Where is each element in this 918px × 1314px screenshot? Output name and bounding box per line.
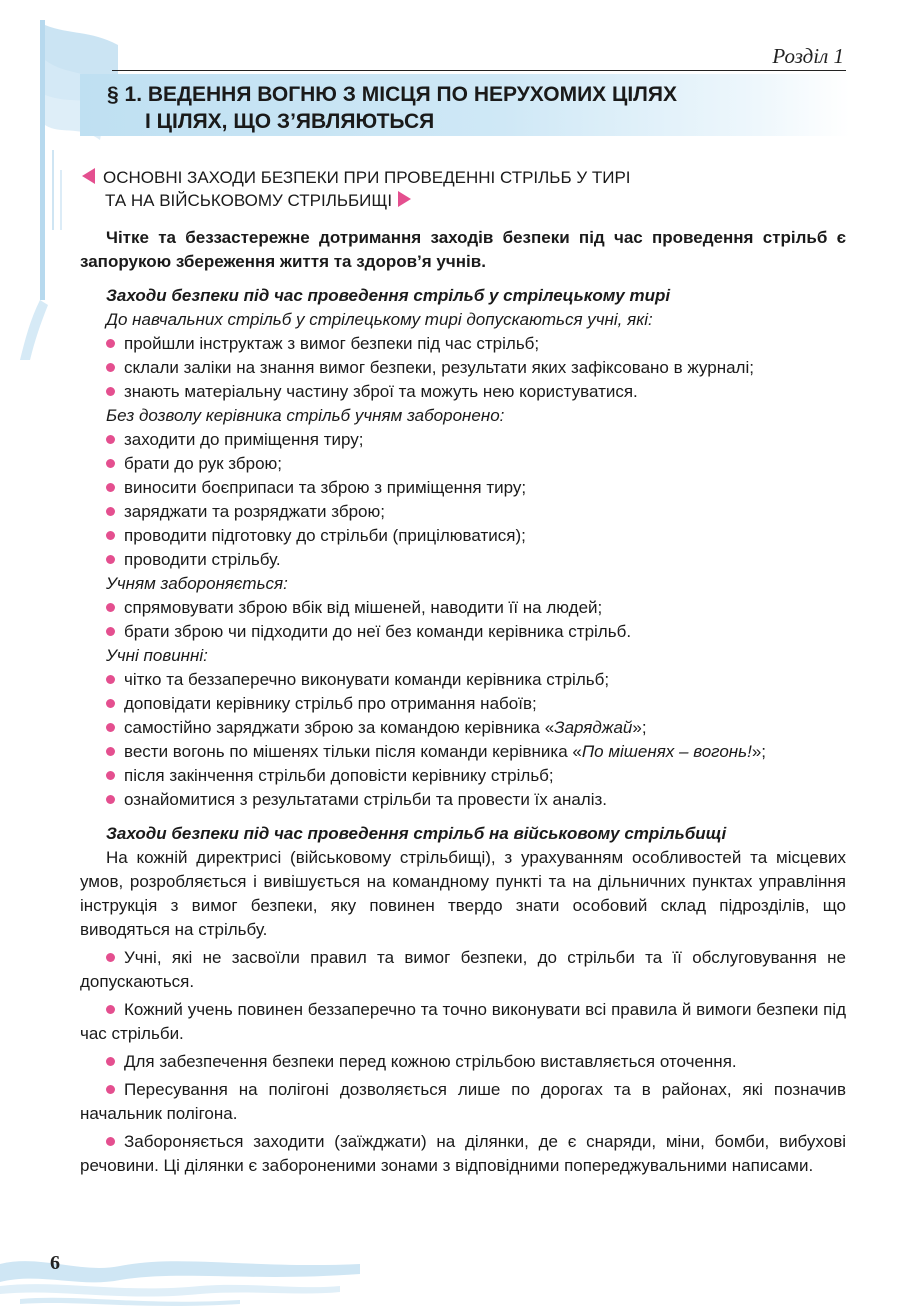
bullet-icon [106,387,115,396]
list-item: Кожний учень повинен беззаперечно та точно виконувати всі правила й вимоги безпеки під час стрільби. [80,1000,846,1043]
range-intro: На кожній директрисі (військовому стрільбищі), з урахуванням особливостей та місцевих умов, розробляється і вивішується на командному пункті та на дільничних пунктах управління інструкція з вимог безпеки, яку повинен твердо знати особовий склад підрозділів, що виводяться на стрільбу. [80,848,846,939]
forbidden-intro: Без дозволу керівника стрільб учням заборонено: [106,406,505,425]
lead-paragraph: Чітке та беззастережне дотримання заходів безпеки під час проведення стрільб є запорукою збереження життя та здоров’я учнів. [80,228,846,271]
bullet-icon [106,435,115,444]
list-item: брати до рук зброю; [80,452,846,476]
bullet-icon [106,459,115,468]
triangle-right-icon [398,191,411,207]
list-item: Забороняється заходити (заїжджати) на ділянки, де є снаряди, міни, бомби, вибухові речовини. Ці ділянки є забороненими зонами з відповідними попереджувальними написами. [80,1132,846,1175]
list-item: брати зброю чи підходити до неї без команди керівника стрільб. [80,620,846,644]
list-item: самостійно заряджати зброю за командою керівника «Заряджай»; [80,716,846,740]
triangle-left-icon [82,168,95,184]
page-number: 6 [50,1252,60,1274]
page-title [107,81,827,135]
list-item: Пересування на полігоні дозволяється лише по дорогах та в районах, які позначив начальник полігона. [80,1080,846,1123]
bullet-icon [106,483,115,492]
bullet-icon [106,627,115,636]
list-item: Учні, які не засвоїли правил та вимог безпеки, до стрільби та її обслуговування не допускаються. [80,948,846,991]
header-rule [112,70,846,71]
bullet-icon [106,795,115,804]
bullet-icon [106,1057,115,1066]
list-item: після закінчення стрільби доповісти керівнику стрільб; [80,764,846,788]
bullet-icon [106,1085,115,1094]
list-item: Для забезпечення безпеки перед кожною стрільбою виставляється оточення. [80,1050,846,1074]
list-item: пройшли інструктаж з вимог безпеки під час стрільб; [80,332,846,356]
page-content [80,226,846,1178]
list-item: проводити підготовку до стрільби (прицілюватися); [80,524,846,548]
bullet-icon [106,699,115,708]
section-label: Розділ 1 [772,44,844,68]
bullet-icon [106,363,115,372]
bullet-icon [106,953,115,962]
bullet-icon [106,507,115,516]
must-intro: Учні повинні: [106,646,208,665]
list-item: доповідати керівнику стрільб про отримання набоїв; [80,692,846,716]
list-item: проводити стрільбу. [80,548,846,572]
list-item: заходити до приміщення тиру; [80,428,846,452]
bullet-icon [106,1137,115,1146]
list-item: знають матеріальну частину зброї та можуть нею користуватися. [80,380,846,404]
subtitle-line-1: ОСНОВНІ ЗАХОДИ БЕЗПЕКИ ПРИ ПРОВЕДЕННІ СТРІЛЬБ У ТИРІ [103,168,631,187]
title-line-2: І ЦІЛЯХ, ЩО З’ЯВЛЯЮТЬСЯ [145,110,435,133]
subtitle [82,166,842,212]
bullet-icon [106,555,115,564]
bullet-icon [106,603,115,612]
list-item: ознайомитися з результатами стрільби та провести їх аналіз. [80,788,846,812]
list-item: виносити боєприпаси та зброю з приміщення тиру; [80,476,846,500]
bullet-icon [106,1005,115,1014]
bullet-icon [106,675,115,684]
bullet-icon [106,771,115,780]
prohibited-intro: Учням забороняється: [106,574,288,593]
list-item: чітко та беззаперечно виконувати команди керівника стрільб; [80,668,846,692]
list-item: вести вогонь по мішенях тільки після команди керівника «По мішенях – вогонь!»; [80,740,846,764]
admitted-intro: До навчальних стрільб у стрілецькому тирі допускаються учні, які: [106,310,653,329]
list-item: спрямовувати зброю вбік від мішеней, наводити її на людей; [80,596,846,620]
tir-heading: Заходи безпеки під час проведення стрільб у стрілецькому тирі [106,286,671,305]
bullet-icon [106,723,115,732]
subtitle-line-2: ТА НА ВІЙСЬКОВОМУ СТРІЛЬБИЩІ [105,191,393,210]
bullet-icon [106,339,115,348]
title-line-1: § 1. ВЕДЕННЯ ВОГНЮ З МІСЦЯ ПО НЕРУХОМИХ ЦІЛЯХ [107,83,678,106]
bullet-icon [106,747,115,756]
list-item: заряджати та розряджати зброю; [80,500,846,524]
bullet-icon [106,531,115,540]
list-item: склали заліки на знання вимог безпеки, результати яких зафіксовано в журналі; [80,356,846,380]
range-heading: Заходи безпеки під час проведення стрільб на військовому стрільбищі [106,824,727,843]
